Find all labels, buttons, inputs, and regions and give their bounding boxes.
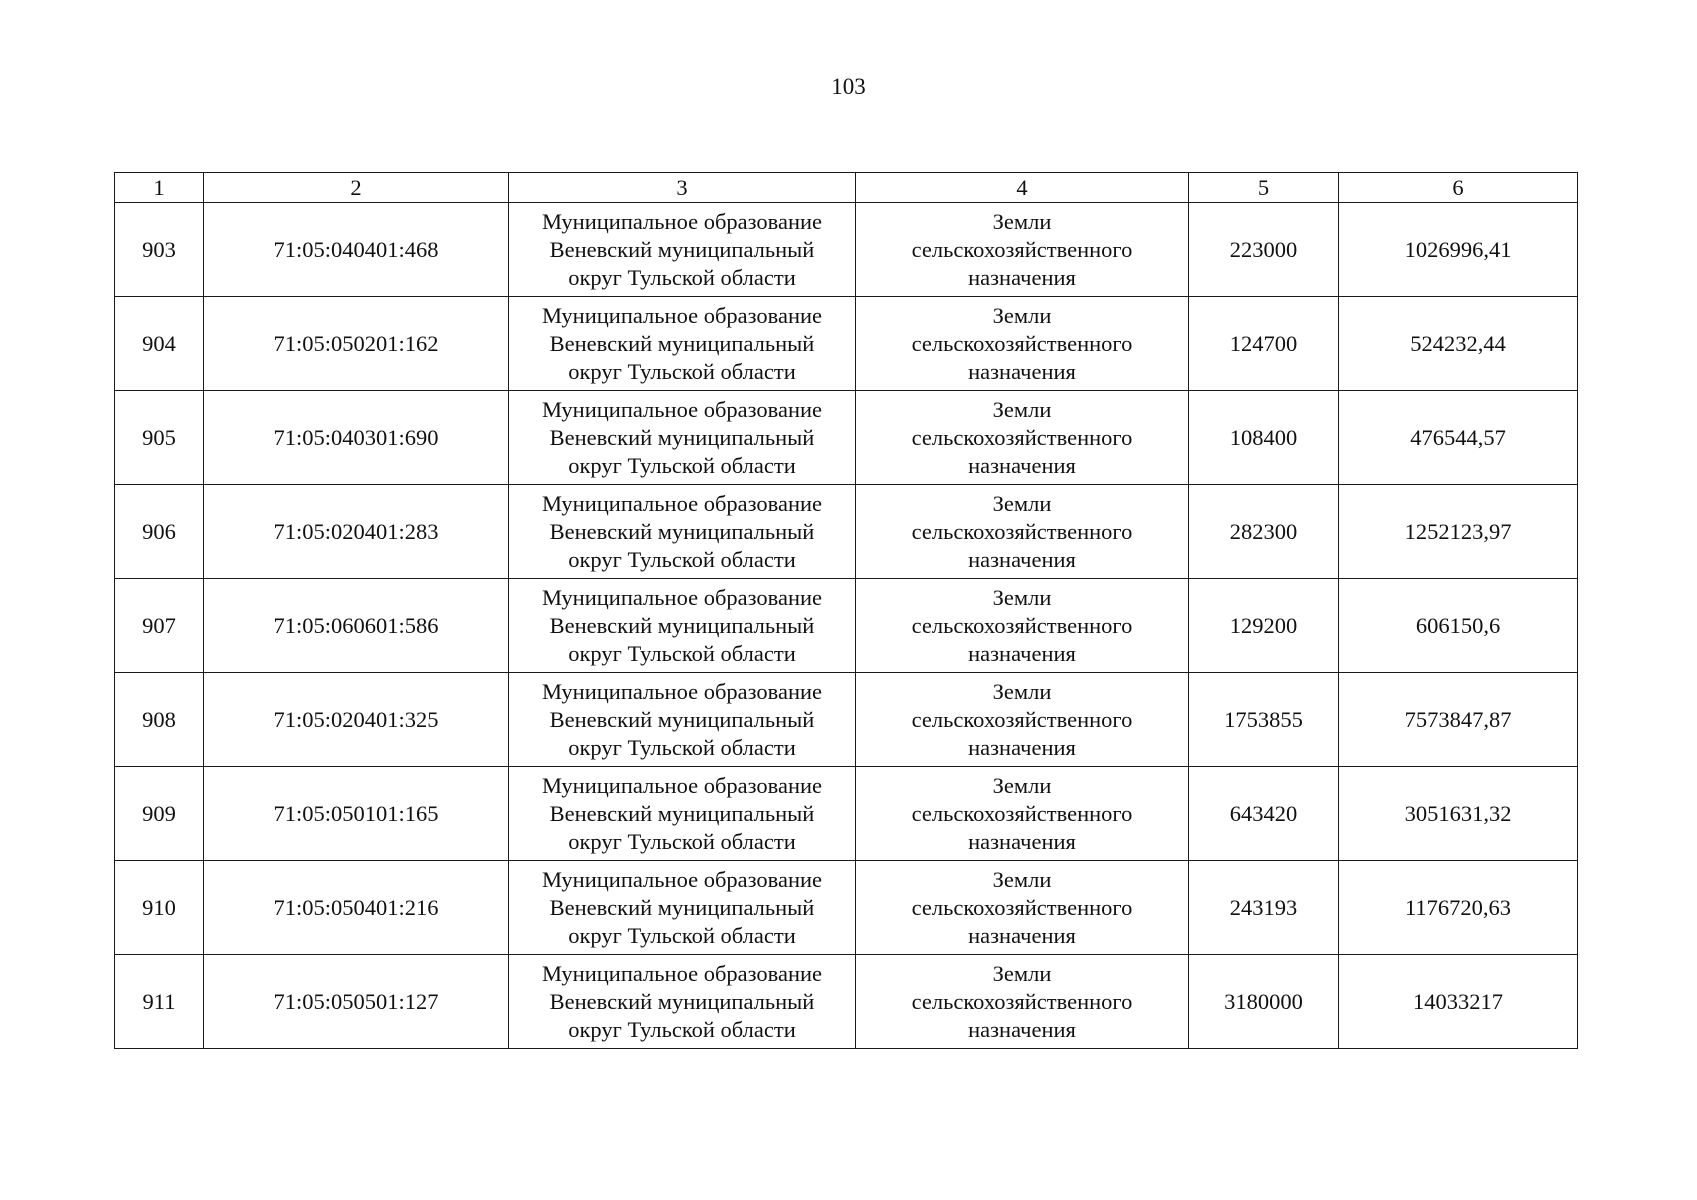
cadastral-number-cell: 71:05:020401:283 [204,485,509,579]
owner-line: Муниципальное образование [541,678,823,704]
table-row [115,203,1578,297]
owner-cell [509,861,856,955]
category-line: назначения [968,358,1076,384]
category-line: назначения [968,264,1076,290]
owner-line: округ Тульской области [568,452,796,478]
value-cell: 1252123,97 [1339,485,1578,579]
table-row [115,673,1578,767]
table-row [115,485,1578,579]
category-line: назначения [968,640,1076,666]
area-cell: 643420 [1189,767,1339,861]
category-line: сельскохозяйственного [911,612,1133,638]
category-line: сельскохозяйственного [911,800,1133,826]
area-cell: 282300 [1189,485,1339,579]
column-number-row [115,173,1578,203]
area-cell: 129200 [1189,579,1339,673]
owner-line: округ Тульской области [568,734,796,760]
owner-line: округ Тульской области [568,828,796,854]
owner-line: округ Тульской области [568,358,796,384]
category-line: сельскохозяйственного [911,988,1133,1014]
category-line: назначения [968,1016,1076,1042]
category-line: Земли [992,208,1052,234]
owner-cell [509,767,856,861]
category-line: назначения [968,922,1076,948]
owner-cell [509,673,856,767]
area-cell: 223000 [1189,203,1339,297]
value-cell: 524232,44 [1339,297,1578,391]
row-number-cell: 907 [115,579,204,673]
owner-cell [509,485,856,579]
land-category-cell [856,579,1189,673]
value-cell: 606150,6 [1339,579,1578,673]
category-line: Земли [992,490,1052,516]
table-row [115,861,1578,955]
owner-cell [509,203,856,297]
land-category-cell [856,673,1189,767]
category-line: сельскохозяйственного [911,518,1133,544]
row-number-cell: 905 [115,391,204,485]
column-header: 3 [509,173,856,203]
land-category-cell [856,485,1189,579]
column-header: 1 [115,173,204,203]
owner-line: Веневский муниципальный [549,800,815,826]
category-line: сельскохозяйственного [911,330,1133,356]
owner-line: Веневский муниципальный [549,518,815,544]
owner-cell [509,297,856,391]
area-cell: 3180000 [1189,955,1339,1049]
owner-cell [509,955,856,1049]
area-cell: 243193 [1189,861,1339,955]
owner-line: округ Тульской области [568,264,796,290]
table-row [115,297,1578,391]
row-number-cell: 904 [115,297,204,391]
column-header: 6 [1339,173,1578,203]
value-cell: 1176720,63 [1339,861,1578,955]
cadastral-number-cell: 71:05:060601:586 [204,579,509,673]
cadastral-number-cell: 71:05:050501:127 [204,955,509,1049]
category-line: Земли [992,866,1052,892]
cadastral-number-cell: 71:05:050401:216 [204,861,509,955]
column-header: 5 [1189,173,1339,203]
cadastral-number-cell: 71:05:050201:162 [204,297,509,391]
land-registry-table [114,172,1578,1049]
land-category-cell [856,861,1189,955]
area-cell: 124700 [1189,297,1339,391]
owner-line: Муниципальное образование [541,960,823,986]
cadastral-number-cell: 71:05:040401:468 [204,203,509,297]
owner-line: Муниципальное образование [541,584,823,610]
cadastral-number-cell: 71:05:050101:165 [204,767,509,861]
area-cell: 1753855 [1189,673,1339,767]
owner-line: Муниципальное образование [541,866,823,892]
value-cell: 14033217 [1339,955,1578,1049]
row-number-cell: 909 [115,767,204,861]
owner-line: Веневский муниципальный [549,236,815,262]
owner-line: Веневский муниципальный [549,706,815,732]
owner-line: Веневский муниципальный [549,612,815,638]
page-number: 103 [831,74,866,99]
owner-line: округ Тульской области [568,1016,796,1042]
row-number-cell: 910 [115,861,204,955]
owner-line: Веневский муниципальный [549,330,815,356]
table-row [115,579,1578,673]
table-row [115,955,1578,1049]
land-category-cell [856,391,1189,485]
owner-line: Веневский муниципальный [549,894,815,920]
land-category-cell [856,203,1189,297]
category-line: назначения [968,452,1076,478]
owner-line: округ Тульской области [568,922,796,948]
owner-line: Муниципальное образование [541,208,823,234]
category-line: назначения [968,734,1076,760]
owner-line: округ Тульской области [568,546,796,572]
cadastral-number-cell: 71:05:040301:690 [204,391,509,485]
value-cell: 476544,57 [1339,391,1578,485]
column-header: 2 [204,173,509,203]
row-number-cell: 911 [115,955,204,1049]
category-line: сельскохозяйственного [911,706,1133,732]
category-line: сельскохозяйственного [911,236,1133,262]
owner-cell [509,391,856,485]
category-line: назначения [968,828,1076,854]
value-cell: 3051631,32 [1339,767,1578,861]
category-line: назначения [968,546,1076,572]
row-number-cell: 903 [115,203,204,297]
area-cell: 108400 [1189,391,1339,485]
owner-line: Веневский муниципальный [549,988,815,1014]
category-line: Земли [992,772,1052,798]
category-line: сельскохозяйственного [911,424,1133,450]
table-row [115,767,1578,861]
land-category-cell [856,767,1189,861]
category-line: Земли [992,960,1052,986]
cadastral-number-cell: 71:05:020401:325 [204,673,509,767]
land-category-cell [856,297,1189,391]
row-number-cell: 908 [115,673,204,767]
owner-line: Муниципальное образование [541,772,823,798]
land-category-cell [856,955,1189,1049]
owner-line: Муниципальное образование [541,396,823,422]
value-cell: 1026996,41 [1339,203,1578,297]
category-line: Земли [992,584,1052,610]
owner-line: Муниципальное образование [541,302,823,328]
category-line: сельскохозяйственного [911,894,1133,920]
column-header: 4 [856,173,1189,203]
owner-line: Муниципальное образование [541,490,823,516]
owner-line: округ Тульской области [568,640,796,666]
value-cell: 7573847,87 [1339,673,1578,767]
owner-line: Веневский муниципальный [549,424,815,450]
table-row [115,391,1578,485]
category-line: Земли [992,302,1052,328]
category-line: Земли [992,396,1052,422]
owner-cell [509,579,856,673]
row-number-cell: 906 [115,485,204,579]
category-line: Земли [992,678,1052,704]
